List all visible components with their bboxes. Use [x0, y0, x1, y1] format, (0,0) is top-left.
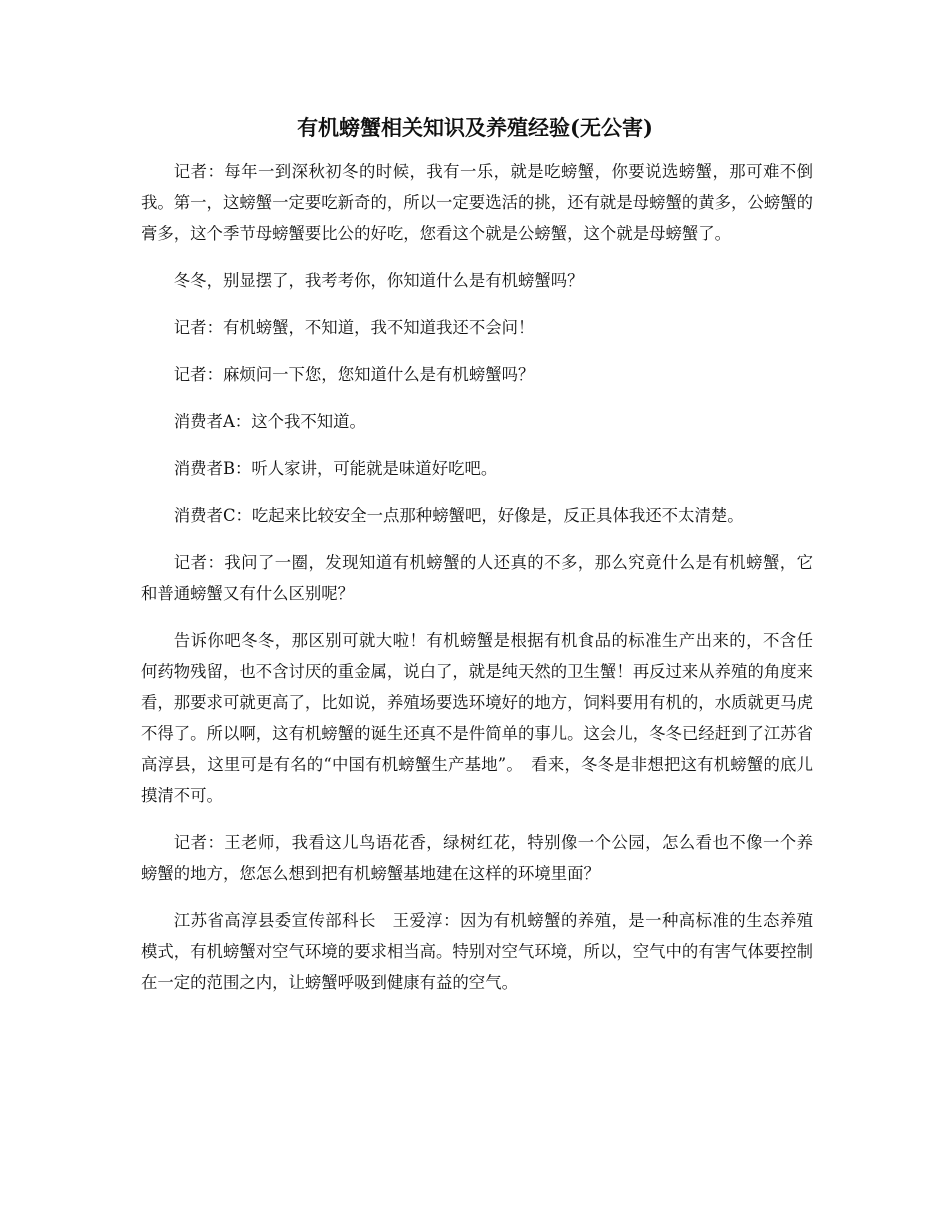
paragraph: 记者：每年一到深秋初冬的时候，我有一乐，就是吃螃蟹，你要说选螃蟹，那可难不倒我。第一，这螃蟹一定要吃新奇的，所以一定要选活的挑，还有就是母螃蟹的黄多，公螃蟹的膏多，这个季节母螃蟹要比公的好吃，您看这个就是公螃蟹，这个就是母螃蟹了。 — [141, 162, 814, 243]
document-body — [141, 156, 813, 1014]
paragraph: 江苏省高淳县委宣传部科长 王爱淳：因为有机螃蟹的养殖，是一种高标准的生态养殖模式，有机螃蟹对空气环境的要求相当高。特别对空气环境，所以，空气中的有害气体要控制在一定的范围之内，让螃蟹呼吸到健康有益的空气。 — [141, 911, 814, 992]
document-title: 有机螃蟹相关知识及养殖经验(无公害) — [297, 115, 653, 140]
paragraph: 消费者A：这个我不知道。 — [173, 412, 366, 431]
paragraph: 消费者B：听人家讲，可能就是味道好吃吧。 — [173, 459, 498, 478]
paragraph: 记者：有机螃蟹，不知道，我不知道我还不会问！ — [173, 318, 535, 337]
paragraph: 告诉你吧冬冬，那区别可就大啦！有机螃蟹是根据有机食品的标准生产出来的，不含任何药物残留，也不含讨厌的重金属，说白了，就是纯天然的卫生蟹！再反过来从养殖的角度来看，那要求可就更高了，比如说，养殖场要选环境好的地方，饲料要用有机的，水质就更马虎不得了。所以啊，这有机螃蟹的诞生还真不是件简单的事儿。这会儿，冬冬已经赶到了江苏省高淳县，这里可是有名的“中国有机螃蟹生产基地”。 看来，冬冬是非想把这有机螃蟹的底儿摸清不可。 — [141, 631, 814, 805]
paragraph: 记者：麻烦问一下您，您知道什么是有机螃蟹吗？ — [173, 365, 535, 384]
paragraph: 记者：我问了一圈，发现知道有机螃蟹的人还真的不多，那么究竟什么是有机螃蟹，它和普通螃蟹又有什么区别呢？ — [141, 553, 813, 603]
paragraph: 冬冬，别显摆了，我考考你，你知道什么是有机螃蟹吗？ — [173, 271, 584, 290]
paragraph: 记者：王老师，我看这儿鸟语花香，绿树红花，特别像一个公园，怎么看也不像一个养螃蟹的地方，您怎么想到把有机螃蟹基地建在这样的环境里面？ — [141, 833, 813, 883]
paragraph: 消费者C：吃起来比较安全一点那种螃蟹吧，好像是，反正具体我还不太清楚。 — [173, 506, 744, 525]
